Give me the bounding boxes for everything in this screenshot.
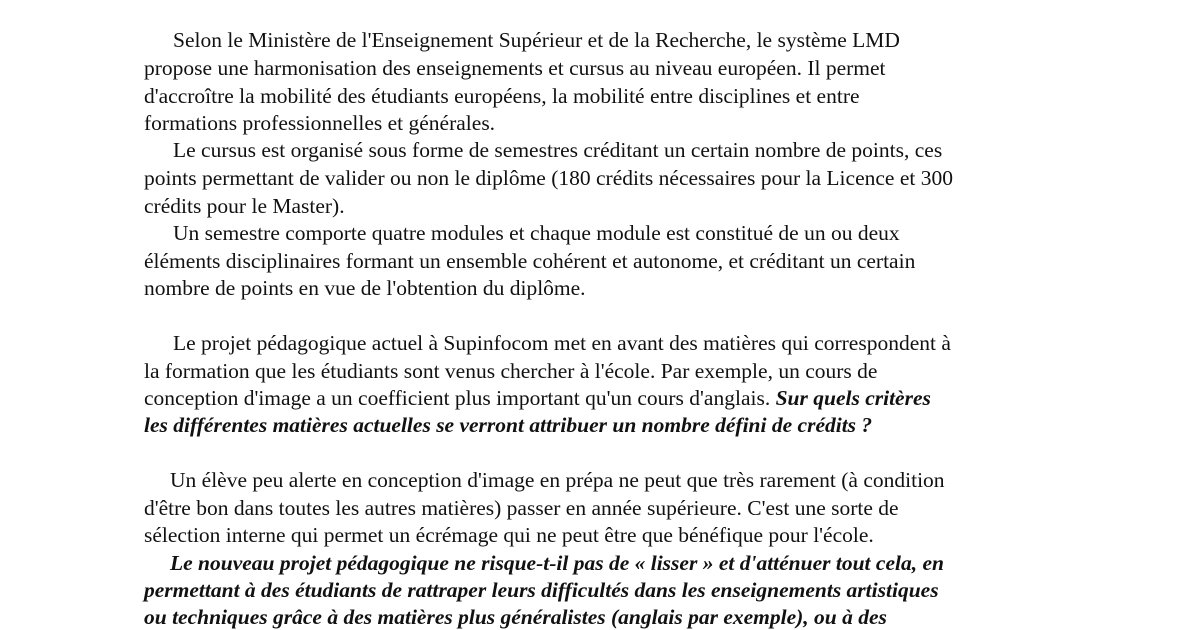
paragraph-3-line-2: éléments disciplinaires formant un ensemble cohérent et autonome, et créditant un certain <box>144 249 916 273</box>
paragraph-1-line-2: propose une harmonisation des enseignements et cursus au niveau européen. Il permet <box>144 56 886 80</box>
paragraph-6-line-1: Le nouveau projet pédagogique ne risque-t-il pas de « lisser » et d'atténuer tout cela, en <box>170 551 944 575</box>
paragraph-3-line-3: nombre de points en vue de l'obtention du diplôme. <box>144 276 586 300</box>
paragraph-5-line-3: sélection interne qui permet un écrémage qui ne peut être que bénéfique pour l'école. <box>144 523 874 547</box>
paragraph-6-line-2: permettant à des étudiants de rattraper leurs difficultés dans les enseignements artistiques <box>144 578 939 602</box>
paragraph-1-line-4: formations professionnelles et générales. <box>144 111 496 135</box>
paragraph-2-line-1: Le cursus est organisé sous forme de semestres créditant un certain nombre de points, ces <box>173 138 943 162</box>
paragraph-2-line-2: points permettant de valider ou non le diplôme (180 crédits nécessaires pour la Licence et 300 <box>144 166 953 190</box>
paragraph-6-line-3: ou techniques grâce à des matières plus généralistes (anglais par exemple), ou à des <box>144 605 887 629</box>
paragraph-1-line-1: Selon le Ministère de l'Enseignement Supérieur et de la Recherche, le système LMD <box>173 28 900 52</box>
paragraph-4-line-1: Le projet pédagogique actuel à Supinfocom met en avant des matières qui correspondent à <box>173 331 951 355</box>
paragraph-5-line-1: Un élève peu alerte en conception d'image en prépa ne peut que très rarement (à condition <box>170 468 945 492</box>
paragraph-4-question-start: Sur quels critères <box>775 386 931 410</box>
paragraph-2-line-3: crédits pour le Master). <box>144 194 345 218</box>
paragraph-4-line-3 <box>144 384 931 412</box>
paragraph-4-line-3-regular: conception d'image a un coefficient plus important qu'un cours d'anglais. <box>144 386 776 410</box>
paragraph-4-line-2: la formation que les étudiants sont venus chercher à l'école. Par exemple, un cours de <box>144 359 878 383</box>
paragraph-4-question-end: les différentes matières actuelles se verront attribuer un nombre défini de crédits ? <box>144 413 873 437</box>
paragraph-5-line-2: d'être bon dans toutes les autres matières) passer en année supérieure. C'est une sorte de <box>144 496 899 520</box>
paragraph-1-line-3: d'accroître la mobilité des étudiants européens, la mobilité entre disciplines et entre <box>144 84 860 108</box>
paragraph-3-line-1: Un semestre comporte quatre modules et chaque module est constitué de un ou deux <box>173 221 900 245</box>
